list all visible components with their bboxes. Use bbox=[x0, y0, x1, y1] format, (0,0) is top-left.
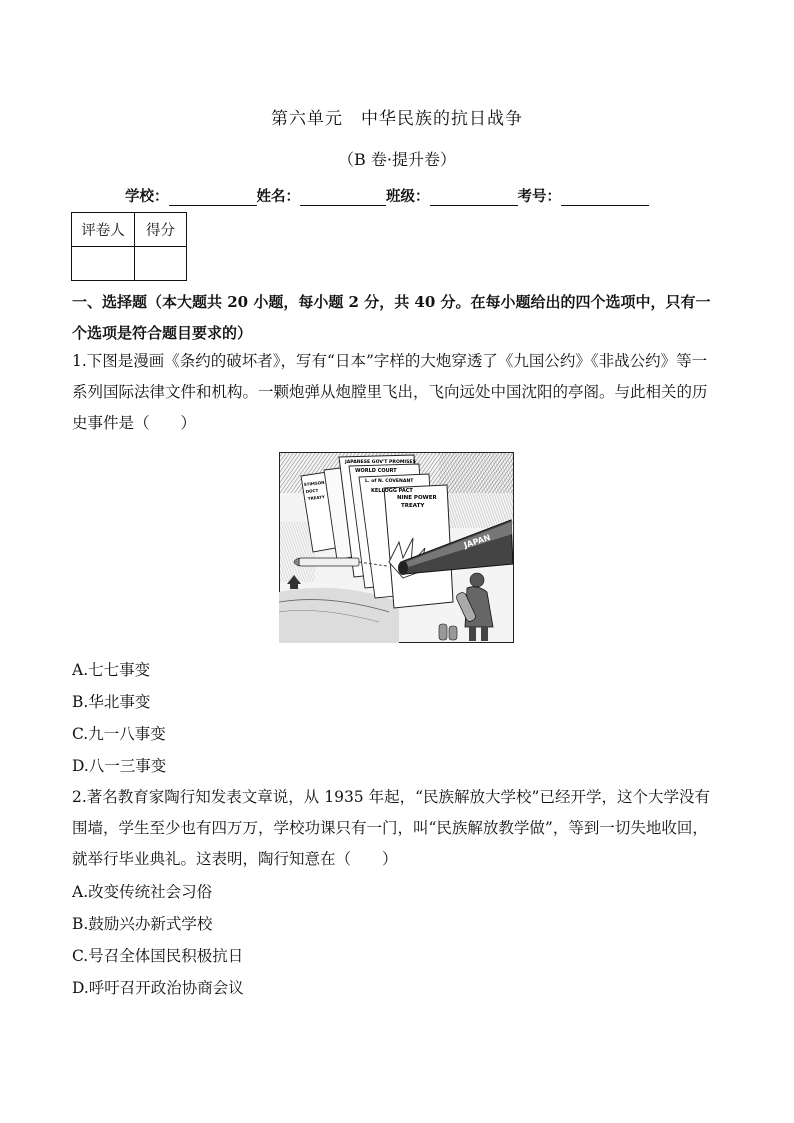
cartoon-text-5: NINE POWER bbox=[397, 495, 437, 501]
name-blank[interactable] bbox=[300, 189, 386, 206]
q1-option-d[interactable]: D.八一三事变 bbox=[72, 757, 167, 775]
cartoon-text-7: JAPAN bbox=[462, 532, 492, 550]
cartoon-text-2: WORLD COURT bbox=[355, 468, 397, 474]
score-cell[interactable] bbox=[135, 247, 187, 281]
student-info-row bbox=[125, 185, 649, 206]
class-blank[interactable] bbox=[430, 189, 518, 206]
treaty-breaker-cartoon bbox=[279, 452, 514, 643]
section-heading: 一、选择题（本大题共 20 小题，每小题 2 分，共 40 分。在每小题给出的四个选项中，只有一个选项是符合题目要求的） bbox=[72, 293, 711, 342]
q1-option-c[interactable]: C.九一八事变 bbox=[72, 725, 166, 743]
grader-cell[interactable] bbox=[72, 247, 135, 281]
school-label: 学校： bbox=[125, 188, 169, 205]
grader-header: 评卷人 bbox=[72, 213, 135, 247]
cartoon-text-4: KELLOGG PACT bbox=[371, 488, 413, 494]
score-header: 得分 bbox=[135, 213, 187, 247]
cartoon-text-6: TREATY bbox=[401, 503, 425, 509]
q2-option-d[interactable]: D.呼吁召开政治协商会议 bbox=[72, 979, 244, 997]
question-1-stem: 1.下图是漫画《条约的破坏者》，写有“日本”字样的大炮穿透了《九国公约》《非战公约》等一系列国际法律文件和机构。一颗炮弹从炮膛里飞出，飞向远处中国沈阳的亭阁。与此相关的历史事件是（ ） bbox=[72, 352, 708, 432]
school-blank[interactable] bbox=[169, 189, 257, 206]
name-label: 姓名： bbox=[256, 188, 300, 205]
exam-no-blank[interactable] bbox=[561, 189, 649, 206]
exam-no-label: 考号： bbox=[517, 188, 561, 205]
q2-option-a[interactable]: A.改变传统社会习俗 bbox=[72, 883, 213, 901]
question-2-stem: 2.著名教育家陶行知发表文章说，从 1935 年起，“民族解放大学校”已经开学，这个大学没有围墙，学生至少也有四万万，学校功课只有一门，叫“民族解放教学做”，等到一切失地收回，就举行毕业典礼。这表明，陶行知意在（ ） bbox=[72, 788, 710, 868]
class-label: 班级： bbox=[386, 188, 430, 205]
page-subtitle: （B 卷·提升卷） bbox=[338, 150, 456, 169]
q1-option-a[interactable]: A.七七事变 bbox=[72, 661, 151, 679]
page-title: 第六单元 中华民族的抗日战争 bbox=[271, 109, 523, 129]
cartoon-text-1: JAPANESE GOV'T PROMISES bbox=[345, 460, 416, 465]
cartoon-text-3: L. of N. COVENANT bbox=[365, 479, 414, 484]
cartoon-text-8: STIMSON bbox=[303, 479, 325, 487]
cartoon-text-9: DOCT bbox=[305, 487, 319, 494]
q2-option-b[interactable]: B.鼓励兴办新式学校 bbox=[72, 915, 213, 933]
cartoon-text-10: TREATY bbox=[307, 494, 325, 501]
q2-option-c[interactable]: C.号召全体国民积极抗日 bbox=[72, 947, 244, 965]
q1-option-b[interactable]: B.华北事变 bbox=[72, 693, 151, 711]
score-table bbox=[71, 212, 187, 281]
